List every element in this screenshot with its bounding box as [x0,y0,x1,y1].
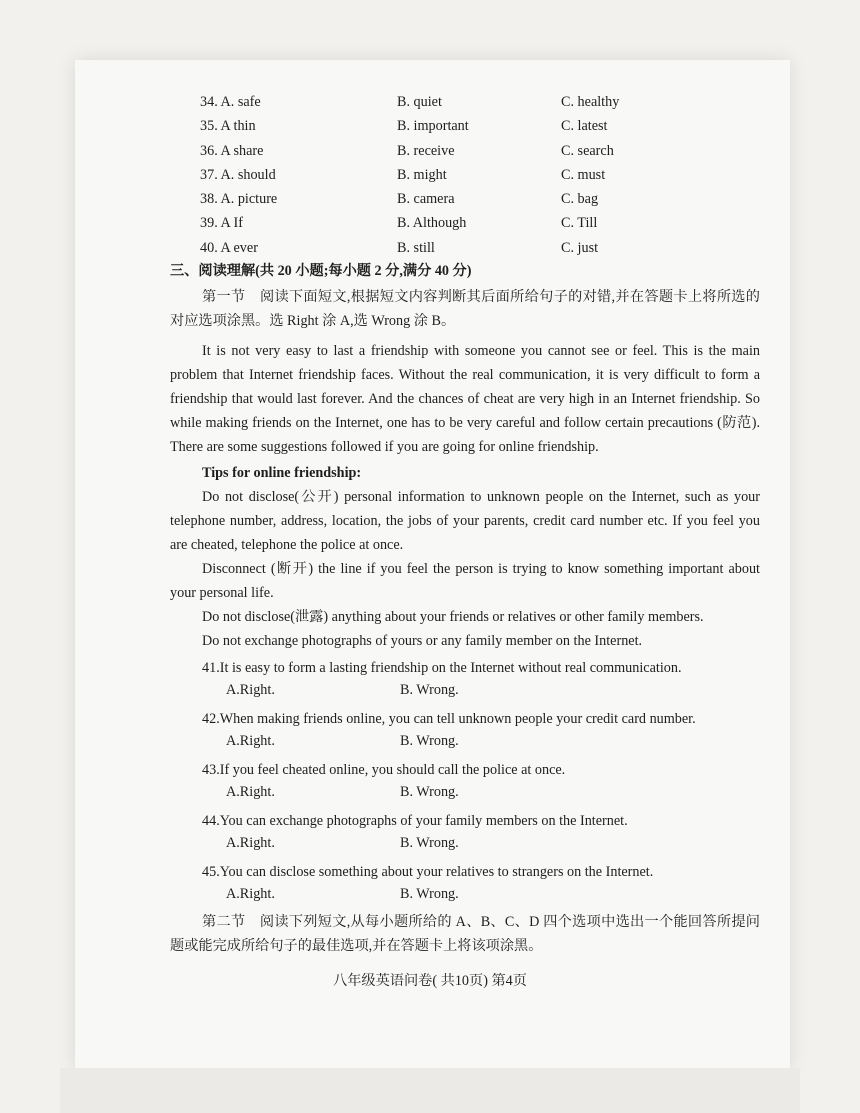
tip-paragraph: Do not exchange photographs of yours or any family member on the Internet. [202,633,643,649]
option-a: 39. A If [200,215,243,232]
choice-wrong: B. Wrong. [400,733,459,749]
tip-paragraph: Do not disclose(泄露) anything about your friends or relatives or other family members. [202,609,704,625]
option-row-34 [170,92,760,116]
option-a: 40. A ever [200,239,258,256]
option-c: C. healthy [561,94,620,110]
exam-page-content [170,92,760,958]
option-row-39 [170,213,760,237]
part2-instruction: 第二节 阅读下列短文,从每小题所给的 A、B、C、D 四个选项中选出一个能回答所提问题或能完成所给句子的最佳选项,并在答题卡上将该项涂黑。 [170,914,760,954]
option-c: C. just [561,239,599,256]
choice-right: A.Right. [226,835,275,851]
option-a: 37. A. should [200,166,276,183]
option-a: 35. A thin [200,118,256,135]
option-b: B. quiet [397,94,442,110]
option-row-38 [170,189,760,213]
choice-wrong: B. Wrong. [400,835,459,851]
question-41: 41.It is easy to form a lasting friendship on the Internet without real communication. [202,660,682,676]
choice-right: A.Right. [226,886,275,902]
option-a: 36. A share [200,142,264,159]
passage-paragraph: It is not very easy to last a friendship with someone you cannot see or feel. This is the main problem that Internet friendship faces. Without the real communication, it is very difficult to form a friendship that would last forever. And the chances of cheat are very high in an Internet friendship. So while making friends on the Internet, one has to be very careful and follow certain precautions (防范). There are some suggestions followed if you are going for online friendship. [170,343,760,455]
option-b: B. still [397,239,435,256]
choice-wrong: B. Wrong. [400,784,459,800]
question-42: 42.When making friends online, you can tell unknown people your credit card number. [202,711,696,727]
answer-choices [170,884,760,908]
tip-paragraph: Do not disclose(公开) personal information to unknown people on the Internet, such as your telephone number, address, location, the jobs of your parents, credit card number etc. If you feel you are cheated, telephone the police at once. [170,489,760,553]
option-a: 34. A. safe [200,94,261,110]
answer-choices [170,833,760,857]
tip-paragraph: Disconnect (断开) the line if you feel the person is trying to know something important about your personal life. [170,561,760,601]
choice-right: A.Right. [226,733,275,749]
question-45: 45.You can disclose something about your relatives to strangers on the Internet. [202,864,654,880]
option-b: B. might [397,166,447,183]
photo-background [60,1068,800,1113]
option-b: B. important [397,118,469,135]
option-b: B. camera [397,191,455,208]
answer-choices [170,782,760,806]
option-c: C. search [561,142,614,159]
choice-wrong: B. Wrong. [400,682,459,698]
answer-choices [170,680,760,704]
option-c: C. bag [561,191,599,208]
option-row-35 [170,116,760,140]
option-row-36 [170,141,760,165]
choice-right: A.Right. [226,784,275,800]
answer-choices [170,731,760,755]
option-a: 38. A. picture [200,191,278,208]
option-b: B. Although [397,215,467,232]
option-c: C. must [561,166,606,183]
section-heading: 三、阅读理解(共 20 小题;每小题 2 分,满分 40 分) [170,263,472,279]
option-row-40 [170,238,760,262]
part1-instruction: 第一节 阅读下面短文,根据短文内容判断其后面所给句子的对错,并在答题卡上将所选的对应选项涂黑。选 Right 涂 A,选 Wrong 涂 B。 [170,289,760,329]
question-43: 43.If you feel cheated online, you should call the police at once. [202,762,566,778]
tips-heading: Tips for online friendship: [202,465,362,481]
choice-wrong: B. Wrong. [400,886,459,902]
question-44: 44.You can exchange photographs of your family members on the Internet. [202,813,628,829]
choice-right: A.Right. [226,682,275,698]
option-row-37 [170,165,760,189]
page-footer: 八年级英语问卷( 共10页) 第4页 [333,973,527,989]
option-b: B. receive [397,142,455,159]
cloze-options-table [170,92,760,258]
option-c: C. latest [561,118,608,135]
option-c: C. Till [561,215,598,232]
